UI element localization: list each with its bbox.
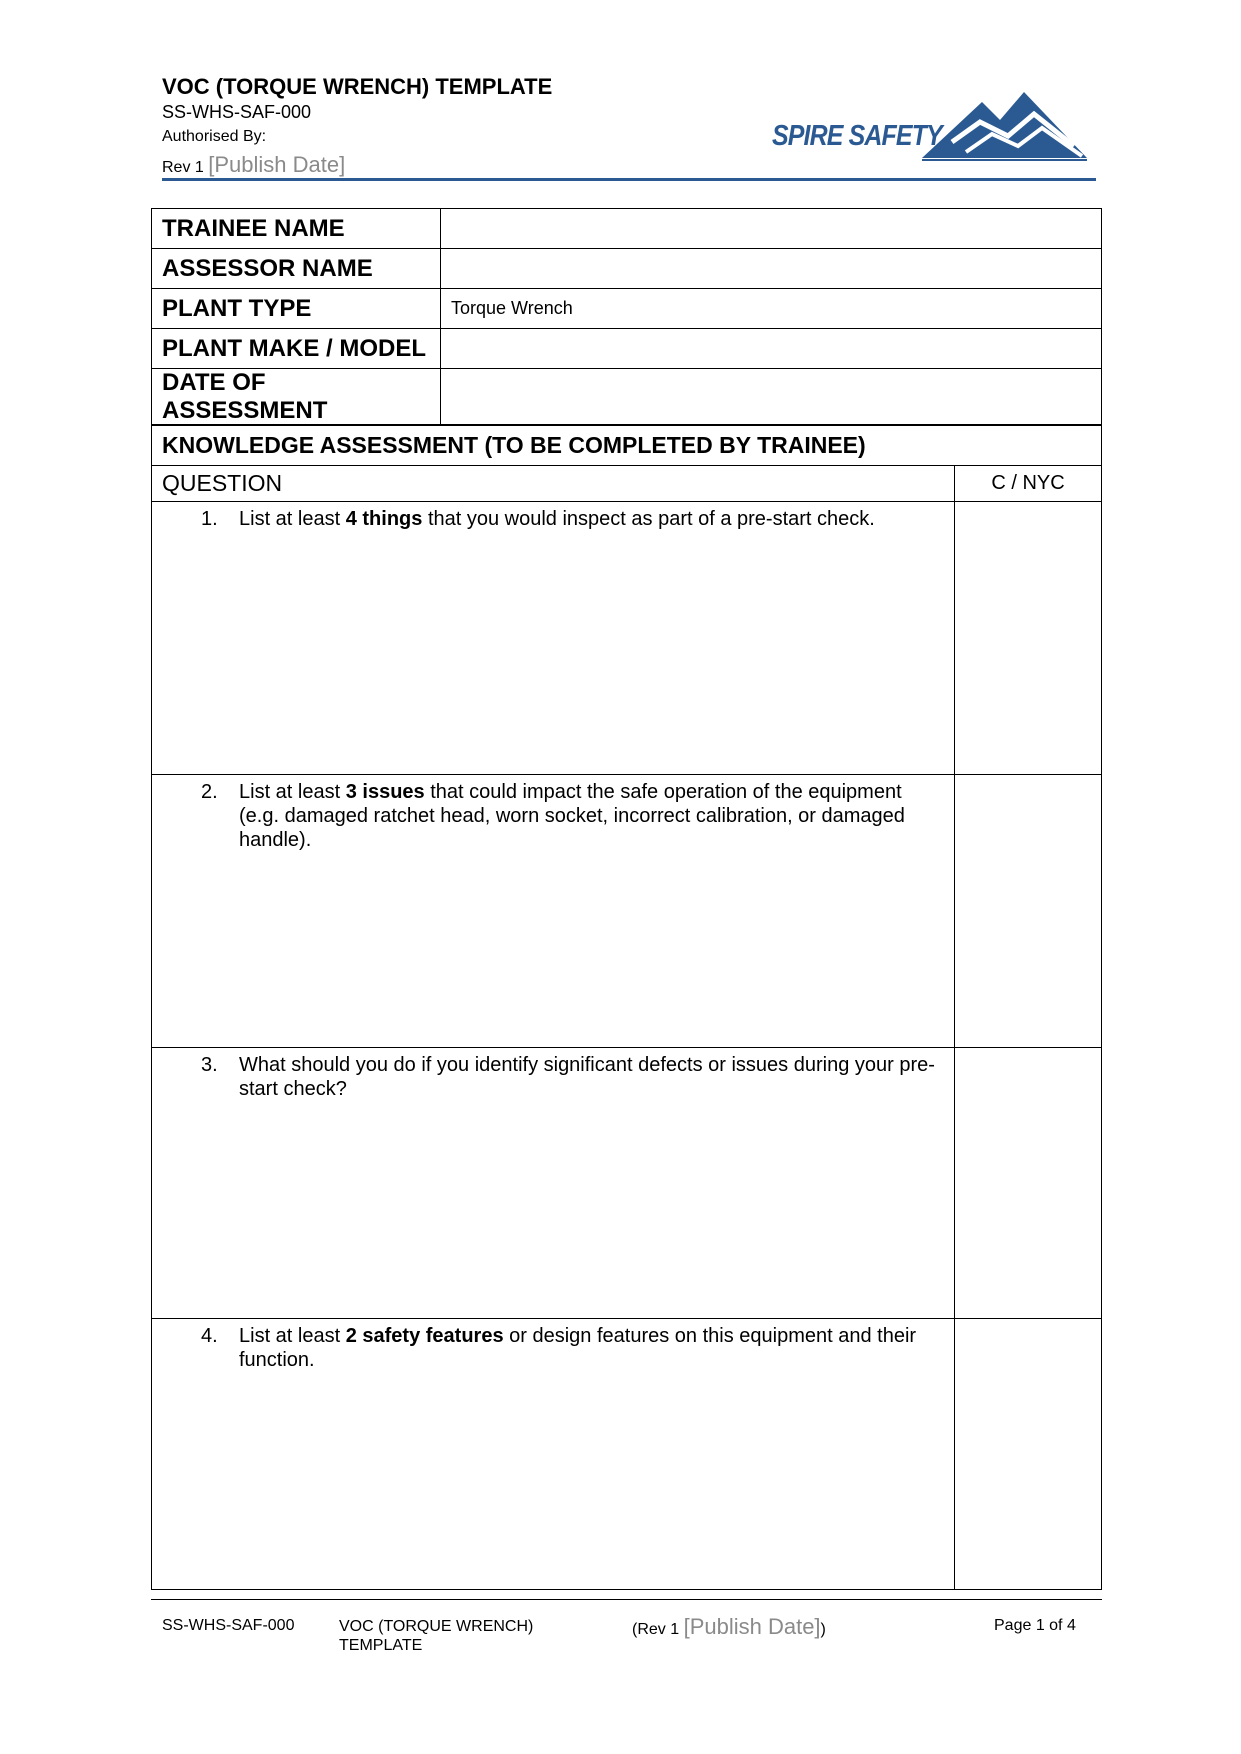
result-cell[interactable] [955,1048,1102,1319]
column-header-row [152,466,1102,502]
question-text-end: that could impact the safe operation of the equipment (e.g. damaged ratchet head, worn socket, incorrect calibration, or damaged handle). [239,781,905,851]
plant-make-model-field[interactable] [441,329,1102,369]
result-column-header: C / NYC [955,466,1102,502]
logo-text: SPIRE SAFETY [772,120,942,152]
result-cell[interactable] [955,502,1102,775]
footer-code: SS-WHS-SAF-000 [162,1617,295,1634]
result-cell[interactable] [955,1319,1102,1590]
question-cell[interactable] [152,1048,955,1319]
info-row-plant-type [152,289,1102,329]
question-column-header: QUESTION [152,466,955,502]
info-row-trainee [152,209,1102,249]
knowledge-heading-row [152,425,1102,466]
page-number: Page 1 of 4 [994,1617,1076,1634]
question-text: List at least [239,508,346,530]
question-cell[interactable] [152,1319,955,1590]
knowledge-assessment-table [151,424,1102,1590]
revision-number: Rev 1 [162,159,204,176]
authorised-by: Authorised By: [162,128,267,145]
question-emphasis: 3 issues [345,781,425,803]
question-text: List at least [239,781,346,803]
spire-safety-logo [772,90,1082,170]
footer-rev-number: (Rev 1 [632,1621,684,1638]
knowledge-heading: KNOWLEDGE ASSESSMENT (TO BE COMPLETED BY TRAINEE) [152,425,1102,466]
question-number: 1. [201,508,218,530]
question-text-end: that you would inspect as part of a pre-start check. [422,508,875,530]
question-number: 3. [201,1054,218,1076]
info-row-date [152,369,1102,426]
question-row [152,502,1102,775]
question-cell[interactable] [152,502,955,775]
document-code: SS-WHS-SAF-000 [162,102,312,122]
question-text: List at least [239,1325,346,1347]
question-text-end: or design features on this equipment and their function. [239,1325,917,1371]
info-row-assessor [152,249,1102,289]
plant-type-label: PLANT TYPE [152,289,441,329]
revision [162,152,345,178]
mountain-logo-icon [922,90,1087,162]
question-row [152,775,1102,1048]
assessor-name-field[interactable] [441,249,1102,289]
footer-revision [632,1614,826,1640]
question-number: 4. [201,1325,218,1347]
question-number: 2. [201,781,218,803]
footer-rev-close: ) [820,1621,826,1638]
question-emphasis: 4 things [345,508,423,530]
plant-type-field[interactable]: Torque Wrench [441,289,1102,329]
question-text: What should you do if you identify significant defects or issues during your pre-start check? [239,1054,935,1100]
footer-publish-date: [Publish Date] [683,1614,821,1639]
document-title: VOC (TORQUE WRENCH) TEMPLATE [162,74,553,99]
trainee-name-label: TRAINEE NAME [152,209,441,249]
trainee-name-field[interactable] [441,209,1102,249]
question-cell[interactable] [152,775,955,1048]
date-of-assessment-field[interactable] [441,369,1102,426]
question-row [152,1319,1102,1590]
plant-make-model-label: PLANT MAKE / MODEL [152,329,441,369]
footer-divider [151,1599,1102,1600]
question-row [152,1048,1102,1319]
footer-title: VOC (TORQUE WRENCH) TEMPLATE [339,1618,534,1654]
info-row-plant-model [152,329,1102,369]
trainee-info-table [151,208,1102,426]
header-divider [162,178,1096,181]
date-of-assessment-label: DATE OF ASSESSMENT [152,369,441,426]
result-cell[interactable] [955,775,1102,1048]
question-emphasis: 2 safety features [345,1325,504,1347]
document-header [162,72,1096,180]
assessor-name-label: ASSESSOR NAME [152,249,441,289]
publish-date: [Publish Date] [208,152,346,177]
